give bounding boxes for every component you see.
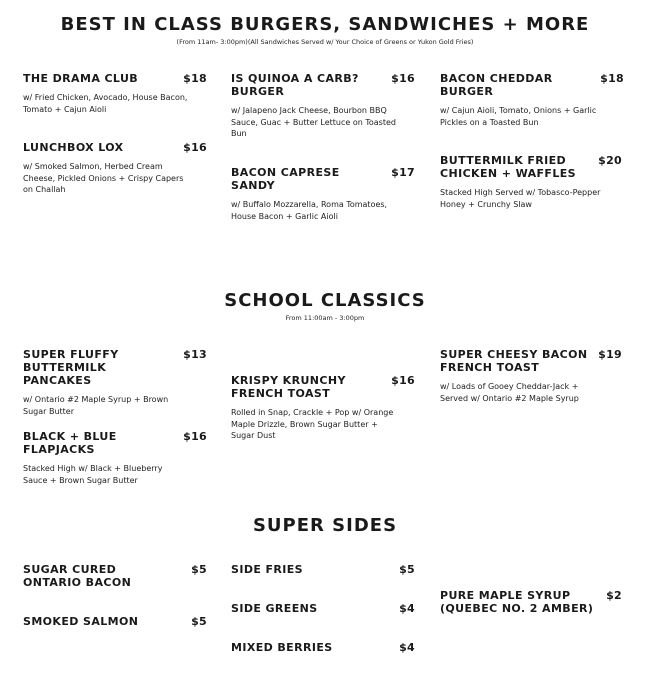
- item-price: $17: [391, 166, 415, 179]
- item-description: Rolled in Snap, Crackle + Pop w/ Orange Maple Drizzle, Brown Sugar Butter + Sugar Dust: [231, 408, 394, 440]
- item-name: SUGAR CURED ONTARIO BACON: [23, 563, 132, 589]
- item-description: w/ Smoked Salmon, Herbed Cream Cheese, Pickled Onions + Crispy Capers on Challah: [23, 162, 184, 194]
- menu-item: [440, 154, 622, 210]
- item-price: $18: [183, 72, 207, 85]
- item-name: SIDE FRIES: [231, 563, 304, 576]
- item-name: IS QUINOA A CARB? BURGER: [231, 72, 359, 98]
- item-description: w/ Cajun Aioli, Tomato, Onions + Garlic Pickles on a Toasted Bun: [440, 106, 597, 127]
- item-description: w/ Ontario #2 Maple Syrup + Brown Sugar Butter: [23, 395, 169, 416]
- menu-item: [231, 166, 415, 222]
- section-title-school-classics: SCHOOL CLASSICS: [224, 290, 426, 311]
- item-price: $18: [600, 72, 624, 85]
- section-subtitle-school-classics: From 11:00am - 3:00pm: [285, 314, 365, 322]
- item-description: w/ Jalapeno Jack Cheese, Bourbon BBQ Sauce, Guac + Butter Lettuce on Toasted Bun: [231, 106, 396, 138]
- item-price: $5: [191, 563, 207, 576]
- item-price: $16: [183, 141, 207, 154]
- menu-item: [440, 72, 624, 128]
- item-price: $2: [606, 589, 622, 602]
- item-price: $16: [391, 374, 415, 387]
- item-name: PURE MAPLE SYRUP (QUEBEC NO. 2 AMBER): [440, 589, 594, 615]
- item-description: w/ Buffalo Mozzarella, Roma Tomatoes, House Bacon + Garlic Aioli: [231, 200, 388, 221]
- item-price: $13: [183, 348, 207, 361]
- menu-item: [231, 563, 415, 576]
- item-price: $16: [183, 430, 207, 443]
- item-description: w/ Fried Chicken, Avocado, House Bacon, Tomato + Cajun Aioli: [23, 93, 188, 114]
- item-name: KRISPY KRUNCHY FRENCH TOAST: [231, 374, 346, 400]
- item-price: $5: [191, 615, 207, 628]
- item-name: THE DRAMA CLUB: [23, 72, 139, 85]
- menu-item: [23, 430, 207, 486]
- item-price: $19: [598, 348, 622, 361]
- menu-item: [231, 374, 415, 442]
- item-price: $5: [399, 563, 415, 576]
- section-title-burgers: BEST IN CLASS BURGERS, SANDWICHES + MORE: [60, 14, 590, 35]
- menu-item: [23, 563, 207, 589]
- item-name: BACON CAPRESE SANDY: [231, 166, 340, 192]
- menu-item: [23, 72, 207, 115]
- menu-item: [231, 72, 415, 140]
- section-title-super-sides: SUPER SIDES: [252, 515, 398, 536]
- item-name: SIDE GREENS: [231, 602, 318, 615]
- item-description: w/ Loads of Gooey Cheddar-Jack + Served w/ Ontario #2 Maple Syrup: [440, 382, 579, 403]
- menu-item: [440, 589, 622, 615]
- menu-item: [231, 641, 415, 654]
- item-price: $16: [391, 72, 415, 85]
- menu-item: [440, 348, 622, 404]
- menu-item: [23, 615, 207, 628]
- item-name: SUPER CHEESY BACON FRENCH TOAST: [440, 348, 588, 374]
- item-name: SUPER FLUFFY BUTTERMILK PANCAKES: [23, 348, 119, 387]
- menu-item: [23, 141, 207, 196]
- menu-item: [23, 348, 207, 417]
- item-price: $20: [598, 154, 622, 167]
- item-price: $4: [399, 602, 415, 615]
- item-description: Stacked High Served w/ Tobasco-Pepper Honey + Crunchy Slaw: [440, 188, 601, 209]
- item-name: BUTTERMILK FRIED CHICKEN + WAFFLES: [440, 154, 576, 180]
- item-name: BLACK + BLUE FLAPJACKS: [23, 430, 117, 456]
- item-name: SMOKED SALMON: [23, 615, 139, 628]
- section-subtitle-burgers: (From 11am- 3:00pm)(All Sandwiches Served w/ Your Choice of Greens or Yukon Gold Fries): [176, 38, 474, 46]
- item-price: $4: [399, 641, 415, 654]
- item-description: Stacked High w/ Black + Blueberry Sauce + Brown Sugar Butter: [23, 464, 163, 485]
- menu-item: [231, 602, 415, 615]
- item-name: BACON CHEDDAR BURGER: [440, 72, 553, 98]
- item-name: LUNCHBOX LOX: [23, 141, 124, 154]
- item-name: MIXED BERRIES: [231, 641, 333, 654]
